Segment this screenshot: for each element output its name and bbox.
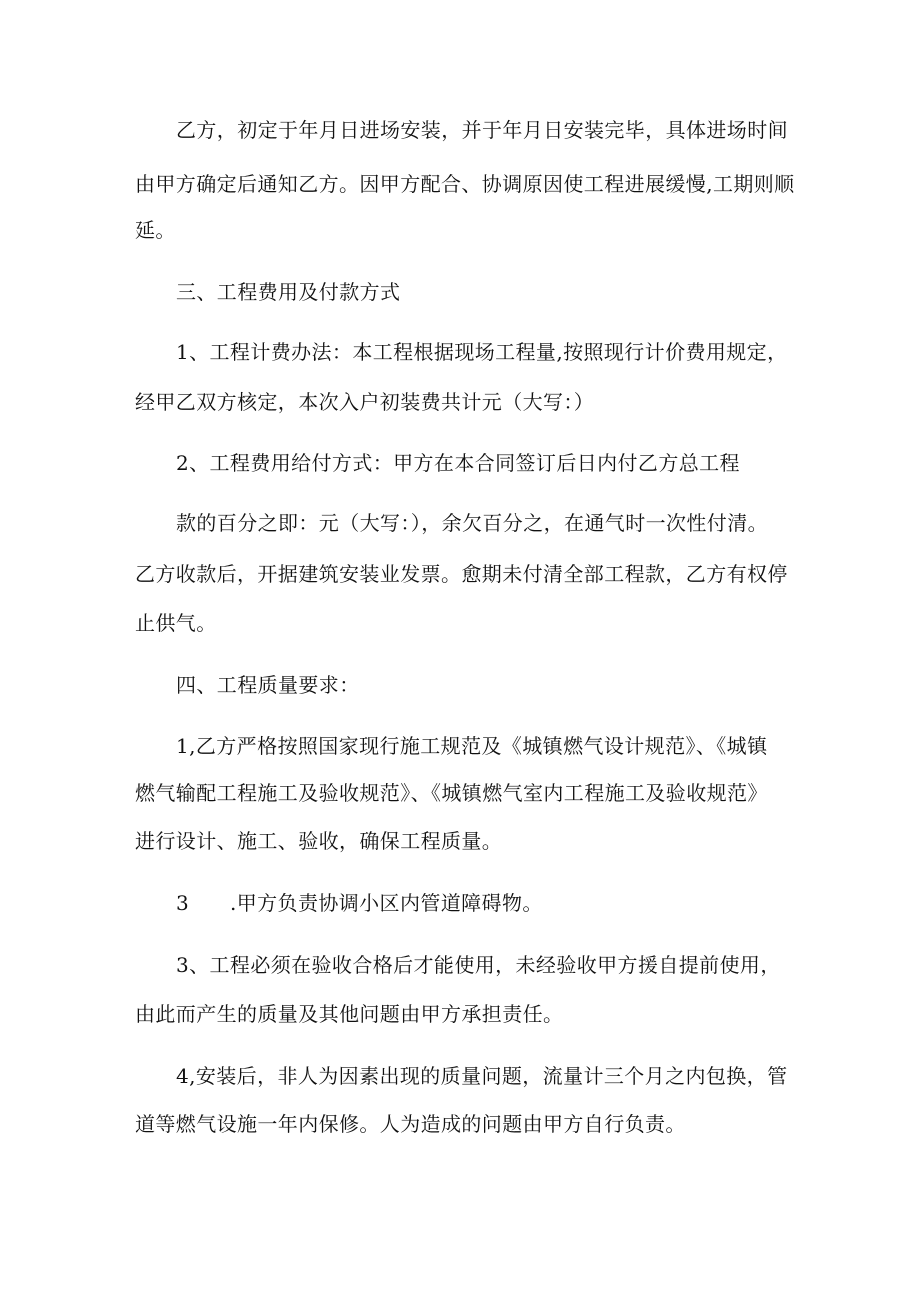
- paragraph-1-line-1: 乙方，初定于年月日进场安装，并于年月日安装完毕，具体进场时间: [176, 118, 788, 142]
- fee-item-2-line-1: 2、工程费用给付方式：甲方在本合同签订后日内付乙方总工程: [176, 451, 740, 475]
- fee-item-2-cont-line-2: 乙方收款后，开据建筑安装业发票。愈期未付清全部工程款，乙方有权停: [135, 562, 788, 586]
- quality-item-3-line-2: 由此而产生的质量及其他问题由甲方承担责任。: [135, 1002, 564, 1026]
- section-heading-quality: 四、工程质量要求：: [176, 673, 360, 697]
- paragraph-1-line-3: 延。: [135, 218, 176, 242]
- section-heading-fees: 三、工程费用及付款方式: [176, 280, 401, 304]
- fee-item-1-line-2: 经甲乙双方核定，本次入户初装费共计元（大写：）: [135, 390, 595, 414]
- paragraph-1-line-2: 由甲方确定后通知乙方。因甲方配合、协调原因使工程进展缓慢,工期则顺: [135, 172, 795, 196]
- quality-item-2-text: .甲方负责协调小区内管道障碍物。: [230, 891, 543, 915]
- quality-item-4-line-1: 4,安装后，非人为因素出现的质量问题，流量计三个月之内包换，管: [176, 1064, 788, 1088]
- fee-item-1-line-1: 1、工程计费办法：本工程根据现场工程量,按照现行计价费用规定，: [176, 340, 788, 364]
- quality-item-3-line-1: 3、工程必须在验收合格后才能使用，未经验收甲方援自提前使用，: [176, 953, 781, 977]
- quality-item-4-line-2: 道等燃气设施一年内保修。人为造成的问题由甲方自行负责。: [135, 1112, 686, 1136]
- quality-item-1-line-3: 进行设计、施工、验收，确保工程质量。: [135, 829, 503, 853]
- quality-item-1-line-2: 燃气输配工程施工及验收规范》、《城镇燃气室内工程施工及验收规范》: [135, 781, 768, 805]
- quality-item-2-number: 3: [176, 891, 189, 915]
- quality-item-1-line-1: 1,乙方严格按照国家现行施工规范及《城镇燃气设计规范》、《城镇: [176, 734, 768, 758]
- fee-item-2-cont-line-1: 款的百分之即：元（大写：），余欠百分之，在通气时一次性付清。: [176, 511, 768, 535]
- fee-item-2-cont-line-3: 止供气。: [135, 611, 217, 635]
